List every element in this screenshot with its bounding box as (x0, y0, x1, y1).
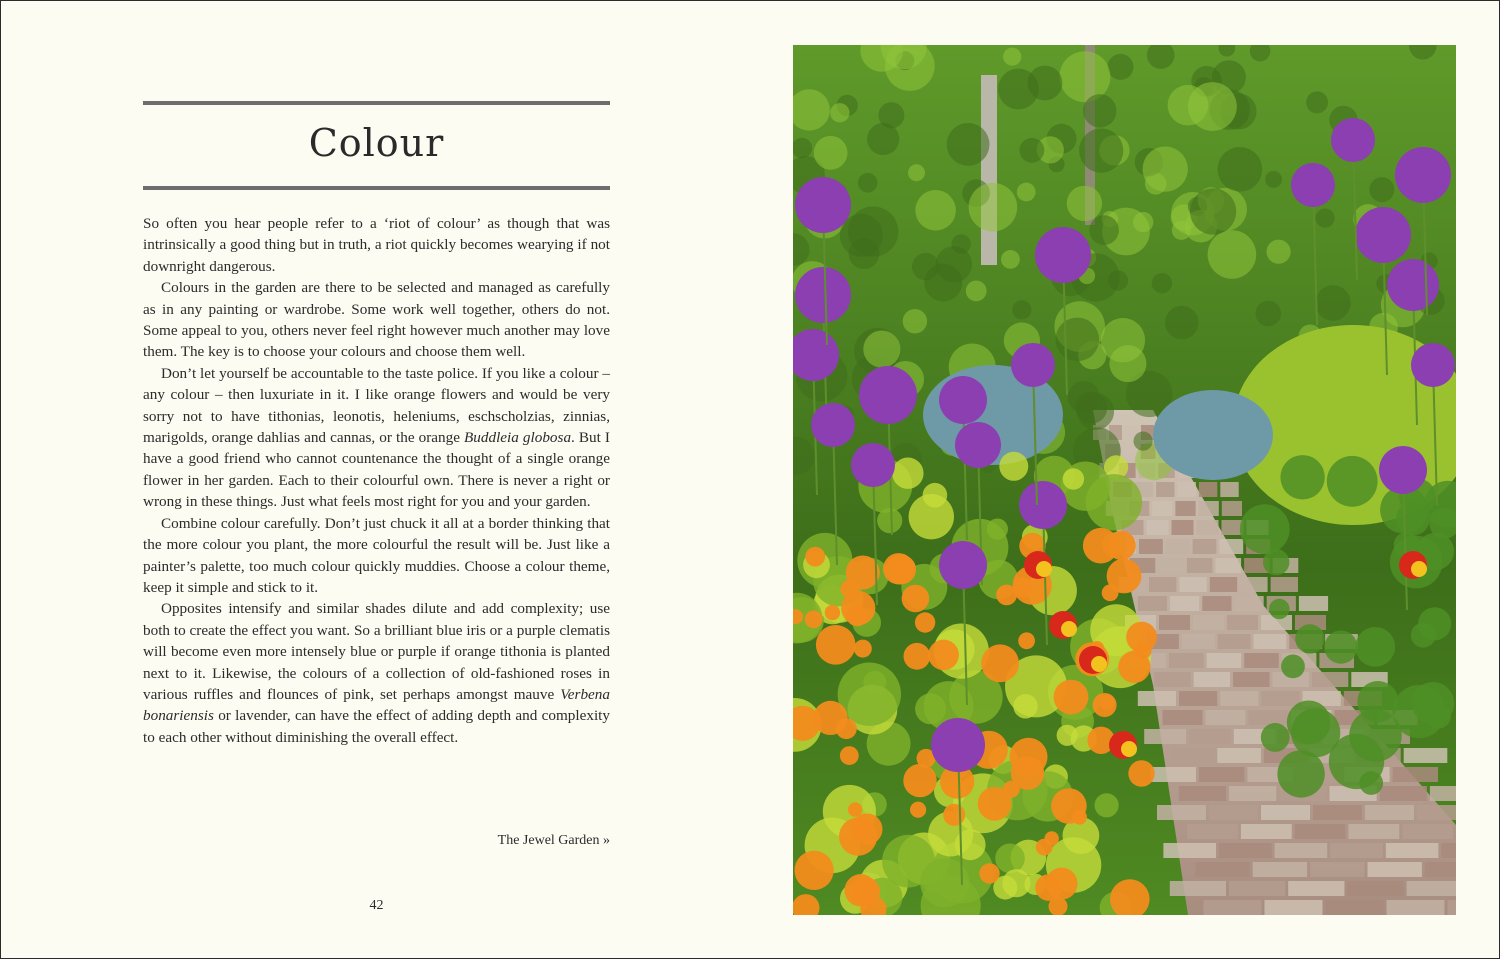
brick (1139, 539, 1163, 554)
orange-flower (904, 643, 931, 670)
leaf-cluster (1165, 306, 1199, 340)
paragraph-text: Don’t let yourself be accountable to the taste police. If you like a colour – any colour – then luxuriate in it. I like orange flowers and would be very sorry not to have tithonias, leonotis, heleniums, eschscholzias, zinnias, marigolds, orange dahlias and cannas, or the orange (143, 364, 610, 447)
brick (1244, 653, 1279, 668)
leaf-cluster (1306, 91, 1328, 113)
brick (1261, 805, 1310, 820)
leaf-cluster (969, 183, 1018, 232)
leaf-cluster (830, 103, 849, 122)
leaf-cluster (1089, 215, 1119, 245)
allium-head (1379, 446, 1427, 494)
brick (1138, 691, 1176, 706)
leaf-cluster (966, 281, 987, 302)
garden-illustration (793, 45, 1456, 915)
brick (1313, 805, 1362, 820)
title-rule-bottom (143, 186, 610, 190)
brick (1430, 786, 1456, 801)
title-rule-top (143, 101, 610, 105)
leaf-cluster (1316, 209, 1335, 228)
brick (1204, 900, 1262, 915)
allium-head (795, 267, 851, 323)
brick (1193, 539, 1217, 554)
orange-flower (805, 547, 825, 567)
allium-head (859, 366, 917, 424)
orange-flower (845, 874, 877, 906)
lime-foliage (1095, 793, 1119, 817)
fern-foliage (1287, 701, 1331, 745)
brick (1275, 843, 1328, 858)
leaf-cluster (1056, 318, 1100, 362)
brick (1312, 672, 1348, 687)
signature-credit: The Jewel Garden » (497, 833, 610, 848)
leaf-cluster (947, 123, 990, 166)
leaf-cluster (878, 102, 904, 128)
orange-flower (981, 644, 1019, 682)
brick (1368, 862, 1422, 877)
brick (1349, 824, 1400, 839)
paragraph-text: Combine colour carefully. Don’t just chuck it all at a border thinking that the more colour you plant, the more colourful the result will be. Just like a painter’s palette, too much colour quickly muddies. Choose a colour theme, keep it simple and stick to it. (143, 514, 610, 596)
leaf-cluster (998, 69, 1039, 110)
leaf-cluster (1218, 147, 1263, 192)
brick (1170, 596, 1199, 611)
leaf-cluster (1134, 432, 1153, 451)
allium-head (795, 177, 851, 233)
hosta-clump (1153, 390, 1273, 480)
leaf-cluster (1067, 186, 1102, 221)
fern-foliage (1411, 623, 1436, 648)
orange-flower (805, 610, 823, 628)
brick (1254, 634, 1287, 649)
allium-head (851, 443, 895, 487)
orange-flower (1093, 693, 1117, 717)
orange-flower (839, 818, 877, 856)
allium-head (1291, 163, 1335, 207)
paragraph-text: or lavender, can have the effect of adding depth and complexity to each other without diminishing the overall effect. (143, 707, 610, 746)
brick (1144, 729, 1186, 744)
brick (1209, 805, 1258, 820)
orange-flower (1036, 839, 1053, 856)
brick (1404, 748, 1448, 763)
brick (1199, 482, 1217, 497)
chapter-title: Colour (308, 121, 445, 165)
fern-foliage (1355, 627, 1395, 667)
brick (1187, 824, 1238, 839)
fern-foliage (1277, 750, 1324, 797)
leaf-cluster (1109, 345, 1146, 382)
lime-foliage (1063, 468, 1084, 489)
brick (1158, 558, 1184, 573)
brick (1152, 501, 1172, 516)
italic-plant-name: Verbena bonariensis (143, 685, 610, 725)
paragraph-text: . But I have a good friend who cannot countenance the thought of a single orange flower in her garden. Each to their colourful own. There is never a right or wrong in these things. Just what feels most right for you and your garden. (143, 429, 610, 511)
brick (1330, 843, 1383, 858)
orange-flower (943, 804, 965, 826)
brick (1138, 596, 1167, 611)
allium-head (1019, 481, 1067, 529)
brick (1163, 710, 1203, 725)
fern-foliage (1295, 624, 1324, 653)
brick (1179, 786, 1226, 801)
brick (1227, 615, 1258, 630)
leaf-cluster (1267, 240, 1291, 264)
brick (1261, 691, 1299, 706)
leaf-cluster (863, 331, 900, 368)
brick (1229, 881, 1285, 896)
tulip-center (1121, 741, 1137, 757)
brick (1157, 805, 1206, 820)
brick (1170, 881, 1226, 896)
body-paragraph (143, 598, 610, 748)
fern-foliage (1281, 655, 1305, 679)
brick (1448, 900, 1457, 915)
allium-head (1411, 343, 1455, 387)
brick (1222, 501, 1242, 516)
lime-foliage (999, 452, 1028, 481)
orange-flower (836, 718, 857, 739)
orange-flower (1126, 622, 1157, 653)
leaf-cluster (858, 173, 878, 193)
brick (1229, 786, 1276, 801)
leaf-cluster (1017, 183, 1036, 202)
body-text (143, 213, 610, 748)
brick (1393, 767, 1438, 782)
brick (1193, 615, 1224, 630)
allium-head (1355, 207, 1411, 263)
leaf-cluster (1079, 129, 1123, 173)
brick (1347, 881, 1403, 896)
brick (1365, 805, 1414, 820)
leaf-cluster (1265, 171, 1282, 188)
allium-head (1395, 147, 1451, 203)
brick (1233, 672, 1269, 687)
fern-foliage (1261, 723, 1290, 752)
orange-flower (903, 764, 936, 797)
fern-foliage (1240, 504, 1290, 554)
leaf-cluster (1256, 301, 1282, 327)
garden-photo (793, 45, 1456, 915)
orange-flower (1054, 680, 1089, 715)
orange-flower (854, 640, 872, 658)
paragraph-text: Colours in the garden are there to be selected and managed as carefully as in any painting or wardrobe. Some work well together, others do not. Some appeal to you, others never feel right however much another may love them. The key is to choose your colours and choose them well. (143, 279, 610, 361)
brick (1441, 843, 1456, 858)
italic-plant-name: Buddleia globosa (464, 429, 572, 447)
brick (1407, 881, 1456, 896)
leaf-cluster (1315, 285, 1350, 320)
brick (1216, 558, 1242, 573)
brick (1386, 843, 1439, 858)
leaf-cluster (1143, 147, 1188, 192)
leaf-cluster (951, 234, 970, 253)
brick (1380, 786, 1427, 801)
brick (1210, 577, 1237, 592)
brick (1182, 634, 1215, 649)
allium-head (1011, 343, 1055, 387)
brick (1202, 596, 1231, 611)
leaf-cluster (1152, 273, 1172, 293)
allium-head (939, 541, 987, 589)
brick (1218, 634, 1251, 649)
brick (1166, 539, 1190, 554)
paragraph-text: So often you hear people refer to a ‘riot of colour’ as though that was intrinsically a good thing but in truth, a riot quickly becomes wearying if not downright dangerous. (143, 215, 610, 275)
orange-flower (1046, 868, 1078, 900)
allium-head (955, 422, 1001, 468)
fern-foliage (1263, 549, 1289, 575)
brick (1206, 710, 1246, 725)
brick (1326, 900, 1384, 915)
leaf-cluster (1083, 94, 1116, 127)
page-number: 42 (369, 898, 384, 913)
brick (1147, 520, 1169, 535)
brick (1219, 843, 1272, 858)
brick (1199, 767, 1244, 782)
brick (1154, 672, 1190, 687)
allium-head (1387, 259, 1439, 311)
body-paragraph (143, 213, 610, 277)
brick (1178, 482, 1196, 497)
lime-foliage (915, 693, 946, 724)
brick (1288, 881, 1344, 896)
leaf-cluster (1075, 392, 1107, 424)
leaf-cluster (903, 309, 927, 333)
orange-flower (902, 585, 930, 613)
leaf-cluster (1108, 54, 1134, 80)
leaf-cluster (924, 264, 962, 302)
brick (1149, 577, 1176, 592)
leaf-cluster (908, 164, 925, 181)
allium-head (939, 376, 987, 424)
brick (1219, 539, 1243, 554)
brick (1151, 767, 1196, 782)
leaf-cluster (1012, 300, 1031, 319)
brick (1402, 824, 1453, 839)
orange-flower (1118, 651, 1150, 683)
brick (1387, 900, 1445, 915)
brick (1207, 653, 1242, 668)
leaf-cluster (1208, 230, 1257, 279)
orange-flower (910, 802, 926, 818)
brick (1156, 482, 1174, 497)
fern-foliage (1280, 455, 1324, 499)
fern-foliage (1412, 682, 1455, 725)
brick (1159, 615, 1190, 630)
tulip-center (1036, 561, 1052, 577)
orange-flower (979, 863, 999, 883)
orange-flower (928, 640, 959, 671)
brick (1235, 596, 1264, 611)
leaf-cluster (1020, 138, 1045, 163)
brick (1253, 862, 1307, 877)
fern-foliage (1269, 599, 1289, 619)
brick (1197, 520, 1219, 535)
brick (1241, 824, 1292, 839)
body-paragraph (143, 277, 610, 363)
orange-flower (848, 802, 862, 816)
leaf-cluster (1369, 177, 1394, 202)
brick (1189, 729, 1231, 744)
brick (1179, 577, 1206, 592)
orange-flower (1010, 738, 1048, 776)
orange-flower (795, 851, 834, 890)
brick (1299, 596, 1328, 611)
orange-flower (816, 625, 856, 665)
tulip-center (1061, 621, 1077, 637)
brick (1169, 653, 1204, 668)
lime-foliage (987, 519, 1008, 540)
leaf-cluster (1190, 188, 1236, 234)
orange-flower (1003, 781, 1020, 798)
brick (1425, 862, 1456, 877)
orange-flower (883, 553, 914, 584)
fern-foliage (1396, 502, 1430, 536)
orange-flower (1107, 559, 1142, 594)
leaf-cluster (1188, 82, 1237, 131)
orange-flower (1072, 810, 1087, 825)
brick (1220, 691, 1258, 706)
brick (1249, 710, 1289, 725)
brick (1175, 501, 1195, 516)
brick (1271, 577, 1298, 592)
orange-flower (915, 612, 935, 632)
allium-head (1035, 227, 1091, 283)
lime-foliage (892, 458, 923, 489)
tulip-center (1091, 656, 1107, 672)
allium-head (811, 403, 855, 447)
brick (1217, 748, 1261, 763)
brick (1187, 558, 1213, 573)
brick (1220, 482, 1238, 497)
brick (1172, 520, 1194, 535)
brick (1417, 805, 1456, 820)
fern-foliage (1327, 456, 1378, 507)
brick (1195, 862, 1249, 877)
orange-flower (1128, 760, 1154, 786)
allium-head (931, 718, 985, 772)
brick (1171, 748, 1215, 763)
fern-foliage (1324, 631, 1357, 664)
orange-flower (1107, 531, 1136, 560)
orange-flower (846, 556, 880, 590)
leaf-cluster (814, 136, 848, 170)
body-paragraph (143, 363, 610, 513)
allium-head (1331, 118, 1375, 162)
orange-flower (1018, 632, 1035, 649)
brick (1295, 824, 1346, 839)
fern-foliage (1329, 734, 1384, 789)
fern-foliage (1357, 681, 1398, 722)
orange-flower (840, 746, 859, 765)
paragraph-text: Opposites intensify and similar shades dilute and add complexity; use both to create the effect you want. So a brilliant blue iris or a purple clematis will become even more intensely blue or purple if orange tithonia is planted next to it. Likewise, the colours of a collection of old-fashioned roses in various ruffles and flounces of pink, set perhaps amongst mauve (143, 600, 610, 703)
lime-foliage (995, 844, 1025, 874)
brick (1310, 862, 1364, 877)
leaf-cluster (915, 190, 956, 231)
tree-trunk (981, 75, 997, 265)
brick (1194, 672, 1230, 687)
brick (1240, 577, 1267, 592)
brick (1199, 501, 1219, 516)
lime-foliage (882, 835, 935, 888)
orange-flower (825, 605, 840, 620)
leaf-cluster (1001, 250, 1020, 269)
brick (1265, 900, 1323, 915)
orange-flower (841, 591, 875, 625)
lime-foliage (955, 829, 986, 860)
lime-foliage (923, 483, 948, 508)
body-paragraph (143, 513, 610, 599)
tulip-center (1411, 561, 1427, 577)
brick (1179, 691, 1217, 706)
brick (1163, 843, 1216, 858)
leaf-cluster (1003, 48, 1021, 66)
